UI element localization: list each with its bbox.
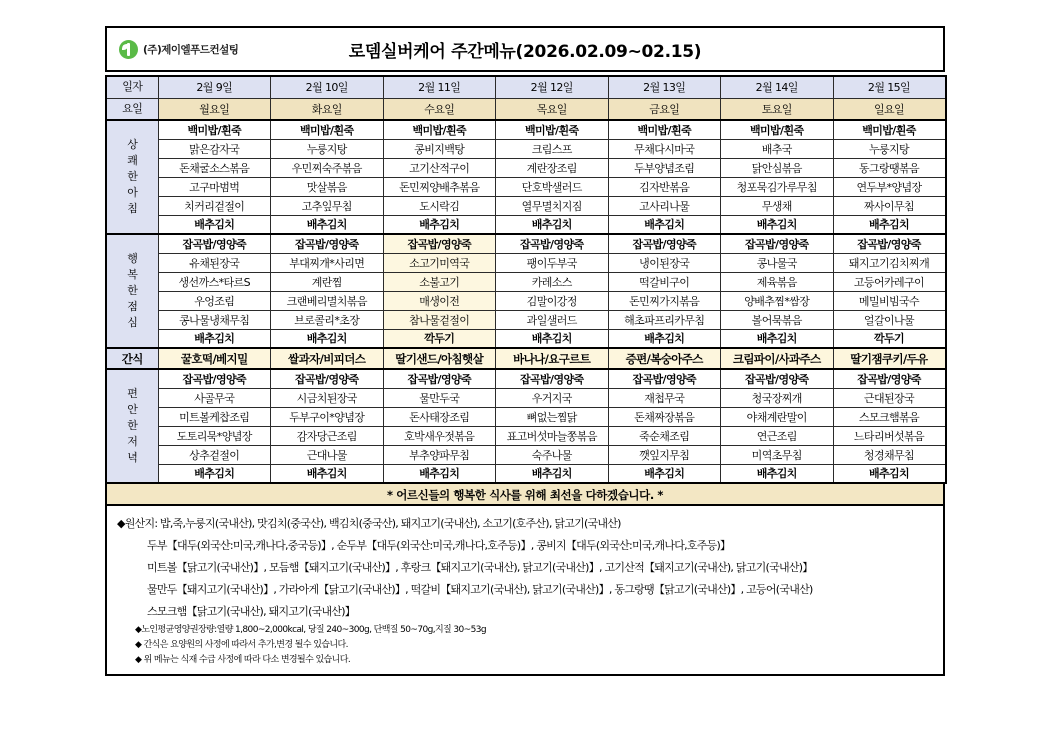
weekly-menu-table xyxy=(105,75,947,484)
dow-header-4: 금요일 xyxy=(608,98,721,120)
dish-cell: 매생이전 xyxy=(383,291,496,310)
dish-cell: 배추김치 xyxy=(608,215,721,234)
dish-cell: 배추김치 xyxy=(608,464,721,483)
dish-cell: 고기산적구이 xyxy=(383,158,496,177)
menu-row xyxy=(106,329,946,348)
footer-note-0: ◆노인평균영양권장량:열량 1,800~2,000kcal, 당질 240~300g, 단백질 50~70g,지질 30~53g xyxy=(135,625,486,635)
dish-cell: 깻잎지무침 xyxy=(608,445,721,464)
meal-label-dinner: 편 안 한 저 녁 xyxy=(106,369,158,483)
dish-cell: 청국장찌개 xyxy=(721,388,834,407)
dow-header-row xyxy=(106,98,946,120)
dish-cell: 감자당근조림 xyxy=(271,426,384,445)
dish-cell: 느타리버섯볶음 xyxy=(833,426,946,445)
dish-cell: 잡곡밥/영양죽 xyxy=(271,369,384,388)
dish-cell: 배추김치 xyxy=(271,329,384,348)
date-header-6: 2월 15일 xyxy=(833,76,946,98)
origin-line-2: 미트볼【닭고기(국내산)】, 모듬햄【돼지고기(국내산)】, 후랑크【돼지고기(국내산), 닭고기(국내산)】, 고기산적【돼지고기(국내산), 닭고기(국내산)】 xyxy=(147,561,813,574)
dish-cell: 스모크햄볶음 xyxy=(833,407,946,426)
dish-cell: 돼지고기김치찌개 xyxy=(833,253,946,272)
dish-cell: 배추김치 xyxy=(496,464,609,483)
snack-cell-3: 바나나/요구르트 xyxy=(496,348,609,369)
dish-cell: 재첩무국 xyxy=(608,388,721,407)
dish-cell: 소불고기 xyxy=(383,272,496,291)
date-header-0: 2월 9일 xyxy=(158,76,271,98)
dish-cell: 생선까스*타르S xyxy=(158,272,271,291)
dish-cell: 고구마범벅 xyxy=(158,177,271,196)
dish-cell: 닭안심볶음 xyxy=(721,158,834,177)
company-name: (주)제이엘푸드컨설팅 xyxy=(143,43,239,56)
dish-cell: 백미밥/흰죽 xyxy=(833,120,946,139)
dish-cell: 청경채무침 xyxy=(833,445,946,464)
menu-row xyxy=(106,445,946,464)
snack-cell-0: 꿀호떡/베지밀 xyxy=(158,348,271,369)
dish-cell: 고추잎무침 xyxy=(271,196,384,215)
menu-row xyxy=(106,291,946,310)
dish-cell: 부대찌개*사리면 xyxy=(271,253,384,272)
dish-cell: 참나물겉절이 xyxy=(383,310,496,329)
menu-row xyxy=(106,234,946,253)
dow-header-0: 월요일 xyxy=(158,98,271,120)
row-label-snack: 간식 xyxy=(106,348,158,369)
brand-block xyxy=(107,40,238,59)
date-header-2: 2월 11일 xyxy=(383,76,496,98)
origin-line-0: ◆원산지: 밥,죽,누룽지(국내산), 맛김치(중국산), 백김치(중국산), 돼지고기(국내산), 소고기(호주산), 닭고기(국내산) xyxy=(117,517,621,530)
menu-row xyxy=(106,215,946,234)
dish-cell: 잡곡밥/영양죽 xyxy=(383,234,496,253)
dish-cell: 우엉조림 xyxy=(158,291,271,310)
dish-cell: 크랜베리멸치볶음 xyxy=(271,291,384,310)
dish-cell: 돈민찌가지볶음 xyxy=(608,291,721,310)
dish-cell: 배추김치 xyxy=(158,329,271,348)
menu-row xyxy=(106,464,946,483)
page-title: 로뎀실버케어 주간메뉴(2026.02.09~02.15) xyxy=(348,41,702,62)
menu-row xyxy=(106,139,946,158)
dish-cell: 배추김치 xyxy=(721,215,834,234)
dish-cell: 누룽지탕 xyxy=(271,139,384,158)
dish-cell: 잡곡밥/영양죽 xyxy=(271,234,384,253)
date-header-5: 2월 14일 xyxy=(721,76,834,98)
snack-cell-6: 딸기잼쿠키/두유 xyxy=(833,348,946,369)
menu-row xyxy=(106,253,946,272)
snack-row xyxy=(106,348,946,369)
dish-cell: 무채다시마국 xyxy=(608,139,721,158)
dish-cell: 계란찜 xyxy=(271,272,384,291)
dish-cell: 해초파프리카무침 xyxy=(608,310,721,329)
dish-cell: 배추김치 xyxy=(271,464,384,483)
dish-cell: 배추김치 xyxy=(158,215,271,234)
menu-row xyxy=(106,369,946,388)
origin-line-4: 스모크햄【닭고기(국내산), 돼지고기(국내산)】 xyxy=(147,605,356,618)
meal-label-lunch: 행 복 한 점 심 xyxy=(106,234,158,348)
dish-cell: 고등어카레구이 xyxy=(833,272,946,291)
menu-row xyxy=(106,196,946,215)
dish-cell: 배추김치 xyxy=(833,215,946,234)
menu-row xyxy=(106,177,946,196)
dish-cell: 배추김치 xyxy=(721,464,834,483)
dow-header-2: 수요일 xyxy=(383,98,496,120)
dish-cell: 브로콜리*초장 xyxy=(271,310,384,329)
dish-cell: 열무멸치지짐 xyxy=(496,196,609,215)
dow-header-5: 토요일 xyxy=(721,98,834,120)
dish-cell: 도시락김 xyxy=(383,196,496,215)
dish-cell: 숙주나물 xyxy=(496,445,609,464)
dish-cell: 배추김치 xyxy=(158,464,271,483)
dish-cell: 야채계란말이 xyxy=(721,407,834,426)
dish-cell: 냉이된장국 xyxy=(608,253,721,272)
date-header-1: 2월 10일 xyxy=(271,76,384,98)
dish-cell: 호박새우젓볶음 xyxy=(383,426,496,445)
dish-cell: 상추겉절이 xyxy=(158,445,271,464)
dish-cell: 배추김치 xyxy=(608,329,721,348)
dish-cell: 콩나물국 xyxy=(721,253,834,272)
dish-cell: 잡곡밥/영양죽 xyxy=(721,234,834,253)
date-header-4: 2월 13일 xyxy=(608,76,721,98)
dish-cell: 잡곡밥/영양죽 xyxy=(608,234,721,253)
footer-note-1: ◆ 간식은 요양원의 사정에 따라서 추가,변경 될수 있습니다. xyxy=(135,640,348,650)
dish-cell: 돈채굴소스볶음 xyxy=(158,158,271,177)
dish-cell: 단호박샐러드 xyxy=(496,177,609,196)
dish-cell: 잡곡밥/영양죽 xyxy=(721,369,834,388)
menu-row xyxy=(106,120,946,139)
dish-cell: 미트볼케찹조림 xyxy=(158,407,271,426)
dish-cell: 근대나물 xyxy=(271,445,384,464)
dish-cell: 동그랑땡볶음 xyxy=(833,158,946,177)
dish-cell: 백미밥/흰죽 xyxy=(158,120,271,139)
dish-cell: 팽이두부국 xyxy=(496,253,609,272)
title-bar xyxy=(105,26,945,72)
dish-cell: 맑은감자국 xyxy=(158,139,271,158)
slogan-banner: * 어르신들의 행복한 식사를 위해 최선을 다하겠습니다. * xyxy=(105,484,945,506)
dish-cell: 누룽지탕 xyxy=(833,139,946,158)
dish-cell: 물만두국 xyxy=(383,388,496,407)
dish-cell: 카레소스 xyxy=(496,272,609,291)
dish-cell: 잡곡밥/영양죽 xyxy=(833,369,946,388)
dish-cell: 백미밥/흰죽 xyxy=(496,120,609,139)
menu-row xyxy=(106,388,946,407)
dish-cell: 잡곡밥/영양죽 xyxy=(158,369,271,388)
dish-cell: 죽순채조림 xyxy=(608,426,721,445)
dish-cell: 고사리나물 xyxy=(608,196,721,215)
snack-cell-1: 쌀과자/비피더스 xyxy=(271,348,384,369)
dish-cell: 두부양념조림 xyxy=(608,158,721,177)
dish-cell: 배추국 xyxy=(721,139,834,158)
dish-cell: 배추김치 xyxy=(833,464,946,483)
dish-cell: 김자반볶음 xyxy=(608,177,721,196)
dish-cell: 연두부*양념장 xyxy=(833,177,946,196)
dish-cell: 김말이강정 xyxy=(496,291,609,310)
dish-cell: 양배추찜*쌈장 xyxy=(721,291,834,310)
dish-cell: 배추김치 xyxy=(496,215,609,234)
dish-cell: 과일샐러드 xyxy=(496,310,609,329)
menu-sheet xyxy=(105,26,945,676)
date-header-3: 2월 12일 xyxy=(496,76,609,98)
menu-row xyxy=(106,310,946,329)
dish-cell: 무생채 xyxy=(721,196,834,215)
dish-cell: 잡곡밥/영양죽 xyxy=(496,369,609,388)
dish-cell: 유채된장국 xyxy=(158,253,271,272)
dish-cell: 짜사이무침 xyxy=(833,196,946,215)
dish-cell: 잡곡밥/영양죽 xyxy=(158,234,271,253)
dish-cell: 얼갈이나물 xyxy=(833,310,946,329)
dish-cell: 콩나물냉채무침 xyxy=(158,310,271,329)
dish-cell: 표고버섯마늘쫑볶음 xyxy=(496,426,609,445)
dow-header-1: 화요일 xyxy=(271,98,384,120)
dish-cell: 배추김치 xyxy=(383,464,496,483)
dish-cell: 배추김치 xyxy=(383,215,496,234)
dish-cell: 백미밥/흰죽 xyxy=(383,120,496,139)
footer-note-2: ◆ 위 메뉴는 식재 수급 사정에 따라 다소 변경될수 있습니다. xyxy=(135,655,351,665)
dish-cell: 우민찌숙주볶음 xyxy=(271,158,384,177)
dish-cell: 청포묵김가루무침 xyxy=(721,177,834,196)
dish-cell: 시금치된장국 xyxy=(271,388,384,407)
dish-cell: 근대된장국 xyxy=(833,388,946,407)
dow-header-3: 목요일 xyxy=(496,98,609,120)
dish-cell: 부추양파무침 xyxy=(383,445,496,464)
dish-cell: 소고기미역국 xyxy=(383,253,496,272)
dish-cell: 맛살볶음 xyxy=(271,177,384,196)
dish-cell: 돈민찌양배추볶음 xyxy=(383,177,496,196)
origin-line-3: 물만두【돼지고기(국내산)】, 가라아게【닭고기(국내산)】, 떡갈비【돼지고기(국내산), 닭고기(국내산)】, 동그랑땡【닭고기(국내산)】, 고등어(국내산) xyxy=(147,583,813,596)
meal-label-breakfast: 상 쾌 한 아 침 xyxy=(106,120,158,234)
origin-line-1: 두부【대두(외국산:미국,캐나다,중국등)】, 순두부【대두(외국산:미국,캐나다,호주등)】, 콩비지【대두(외국산:미국,캐나다,호주등)】 xyxy=(147,539,731,552)
menu-row xyxy=(106,426,946,445)
dish-cell: 뼈없는찜닭 xyxy=(496,407,609,426)
dish-cell: 잡곡밥/영양죽 xyxy=(496,234,609,253)
dish-cell: 백미밥/흰죽 xyxy=(271,120,384,139)
snack-cell-4: 증편/복숭아주스 xyxy=(608,348,721,369)
dish-cell: 배추김치 xyxy=(721,329,834,348)
dish-cell: 크림스프 xyxy=(496,139,609,158)
snack-cell-5: 크림파이/사과주스 xyxy=(721,348,834,369)
dish-cell: 깍두기 xyxy=(383,329,496,348)
dish-cell: 연근조림 xyxy=(721,426,834,445)
dish-cell: 배추김치 xyxy=(496,329,609,348)
dish-cell: 우거지국 xyxy=(496,388,609,407)
origin-info-block xyxy=(105,506,945,676)
dow-header-6: 일요일 xyxy=(833,98,946,120)
dish-cell: 콩비지백탕 xyxy=(383,139,496,158)
dish-cell: 볼어묵볶음 xyxy=(721,310,834,329)
row-label-date: 일자 xyxy=(106,76,158,98)
menu-row xyxy=(106,158,946,177)
row-label-dow: 요일 xyxy=(106,98,158,120)
dish-cell: 메밀비빔국수 xyxy=(833,291,946,310)
dish-cell: 도토리묵*양념장 xyxy=(158,426,271,445)
dish-cell: 미역초무침 xyxy=(721,445,834,464)
dish-cell: 배추김치 xyxy=(271,215,384,234)
snack-cell-2: 딸기샌드/아침햇살 xyxy=(383,348,496,369)
green-sprout-logo-icon xyxy=(119,40,138,59)
menu-row xyxy=(106,407,946,426)
menu-row xyxy=(106,272,946,291)
date-header-row xyxy=(106,76,946,98)
dish-cell: 깍두기 xyxy=(833,329,946,348)
dish-cell: 두부구이*양념장 xyxy=(271,407,384,426)
dish-cell: 계란장조림 xyxy=(496,158,609,177)
dish-cell: 돈사태장조림 xyxy=(383,407,496,426)
dish-cell: 치커리겉절이 xyxy=(158,196,271,215)
dish-cell: 제육볶음 xyxy=(721,272,834,291)
dish-cell: 잡곡밥/영양죽 xyxy=(833,234,946,253)
dish-cell: 떡갈비구이 xyxy=(608,272,721,291)
dish-cell: 백미밥/흰죽 xyxy=(608,120,721,139)
dish-cell: 잡곡밥/영양죽 xyxy=(608,369,721,388)
dish-cell: 돈채짜장볶음 xyxy=(608,407,721,426)
dish-cell: 잡곡밥/영양죽 xyxy=(383,369,496,388)
dish-cell: 사골무국 xyxy=(158,388,271,407)
dish-cell: 백미밥/흰죽 xyxy=(721,120,834,139)
